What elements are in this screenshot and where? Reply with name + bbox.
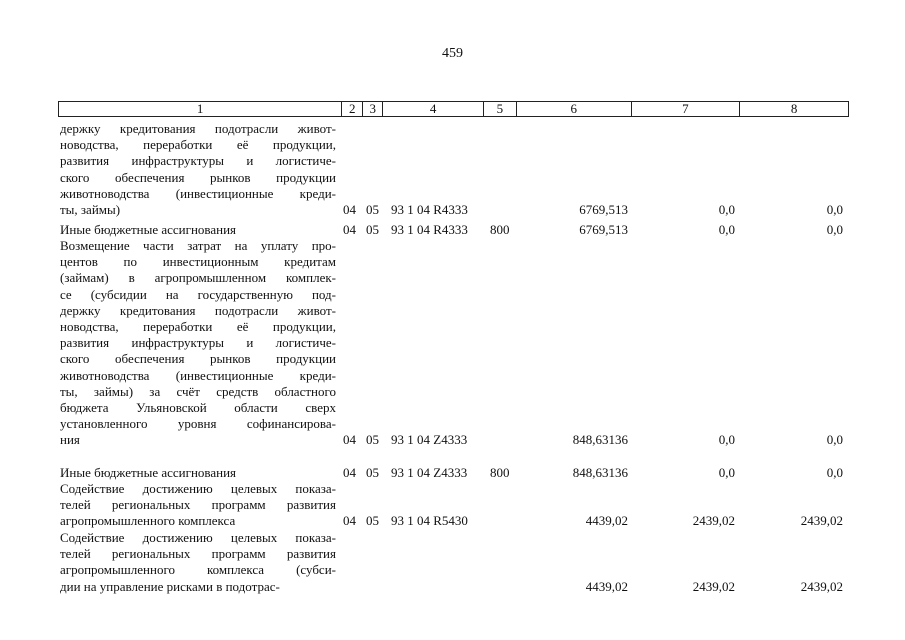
cell-c8: 2439,02: [800, 513, 843, 529]
description-line: развития инфраструктуры и логистиче-: [60, 153, 336, 169]
description-line: ния: [60, 432, 80, 448]
description-line: животноводства (инвестиционные креди-: [60, 367, 336, 383]
row-description: [60, 238, 336, 449]
cell-c6: 4439,02: [585, 578, 628, 594]
cell-c7: 0,0: [718, 222, 735, 237]
cell-c4: 93 1 04 R5430: [391, 513, 468, 529]
page-number: 459: [442, 46, 463, 61]
cell-c2: 04: [343, 465, 356, 480]
cell-c3: 05: [366, 432, 379, 448]
row-description: [60, 481, 336, 530]
row-description: [60, 530, 336, 595]
row-description: [60, 121, 336, 218]
cell-c8: 2439,02: [800, 578, 843, 594]
header-col-7: 7: [632, 102, 741, 116]
description-line: (займам) в агропромышленном комплек-: [60, 270, 336, 286]
header-col-6: 6: [517, 102, 632, 116]
cell-c6: 848,63136: [572, 432, 628, 448]
description-line: агропромышленного комплекса: [60, 513, 236, 529]
description-line: ты, займы) за счёт средств областного: [60, 383, 336, 399]
description-line: Иные бюджетные ассигнования: [60, 465, 237, 480]
description-line: новодства, переработки её продукции,: [60, 319, 336, 335]
description-line: ского обеспечения рынков продукции: [60, 351, 336, 367]
description-line: ского обеспечения рынков продукции: [60, 169, 336, 185]
cell-c8: 0,0: [826, 222, 843, 237]
cell-c2: 04: [343, 202, 356, 217]
row-description: [60, 465, 336, 481]
description-line: Содействие достижению целевых показа-: [60, 530, 336, 545]
cell-c6: 6769,513: [579, 202, 628, 217]
description-line: телей региональных программ развития: [60, 546, 336, 562]
cell-c2: 04: [343, 513, 356, 529]
cell-c7: 0,0: [718, 465, 735, 480]
cell-c3: 05: [366, 222, 379, 237]
cell-c2: 04: [343, 432, 356, 448]
cell-c7: 2439,02: [692, 578, 735, 594]
header-col-3: 3: [363, 102, 383, 116]
cell-c8: 0,0: [826, 465, 843, 480]
description-line: центов по инвестиционным кредитам: [60, 254, 336, 270]
row-description: [60, 222, 336, 238]
cell-c4: 93 1 04 R4333: [391, 202, 468, 217]
cell-c4: 93 1 04 Z4333: [391, 465, 468, 480]
description-line: телей региональных программ развития: [60, 497, 336, 513]
header-col-4: 4: [383, 102, 484, 116]
description-line: се (субсидии на государственную под-: [60, 286, 336, 302]
description-line: бюджета Ульяновской области сверх: [60, 400, 336, 416]
cell-c8: 0,0: [826, 432, 843, 448]
cell-c6: 6769,513: [579, 222, 628, 237]
cell-c3: 05: [366, 513, 379, 529]
description-line: Возмещение части затрат на уплату про-: [60, 238, 336, 253]
cell-c3: 05: [366, 465, 379, 480]
header-col-5: 5: [484, 102, 517, 116]
description-line: новодства, переработки её продукции,: [60, 137, 336, 153]
description-line: Содействие достижению целевых показа-: [60, 481, 336, 496]
description-line: Иные бюджетные ассигнования: [60, 222, 237, 237]
description-line: ты, займы): [60, 202, 121, 218]
cell-c5: 800: [490, 222, 510, 237]
cell-c4: 93 1 04 R4333: [391, 222, 468, 237]
description-line: установленного уровня софинансирова-: [60, 416, 336, 432]
header-col-1: 1: [59, 102, 342, 116]
header-col-8: 8: [790, 101, 798, 116]
description-line: животноводства (инвестиционные креди-: [60, 185, 336, 201]
cell-c7: 0,0: [718, 202, 735, 217]
cell-c7: 0,0: [718, 432, 735, 448]
table-header: [58, 101, 849, 117]
cell-c5: 800: [490, 465, 510, 480]
cell-c6: 848,63136: [572, 465, 628, 480]
header-col-2: 2: [342, 102, 363, 116]
cell-c2: 04: [343, 222, 356, 237]
description-line: держку кредитования подотрасли живот-: [60, 121, 336, 136]
description-line: держку кредитования подотрасли живот-: [60, 302, 336, 318]
description-line: дии на управление рисками в подотрас-: [60, 578, 280, 594]
cell-c6: 4439,02: [585, 513, 628, 529]
cell-c3: 05: [366, 202, 379, 217]
cell-c7: 2439,02: [692, 513, 735, 529]
cell-c4: 93 1 04 Z4333: [391, 432, 468, 448]
description-line: развития инфраструктуры и логистиче-: [60, 335, 336, 351]
description-line: агропромышленного комплекса (субси-: [60, 562, 336, 578]
cell-c8: 0,0: [826, 202, 843, 217]
